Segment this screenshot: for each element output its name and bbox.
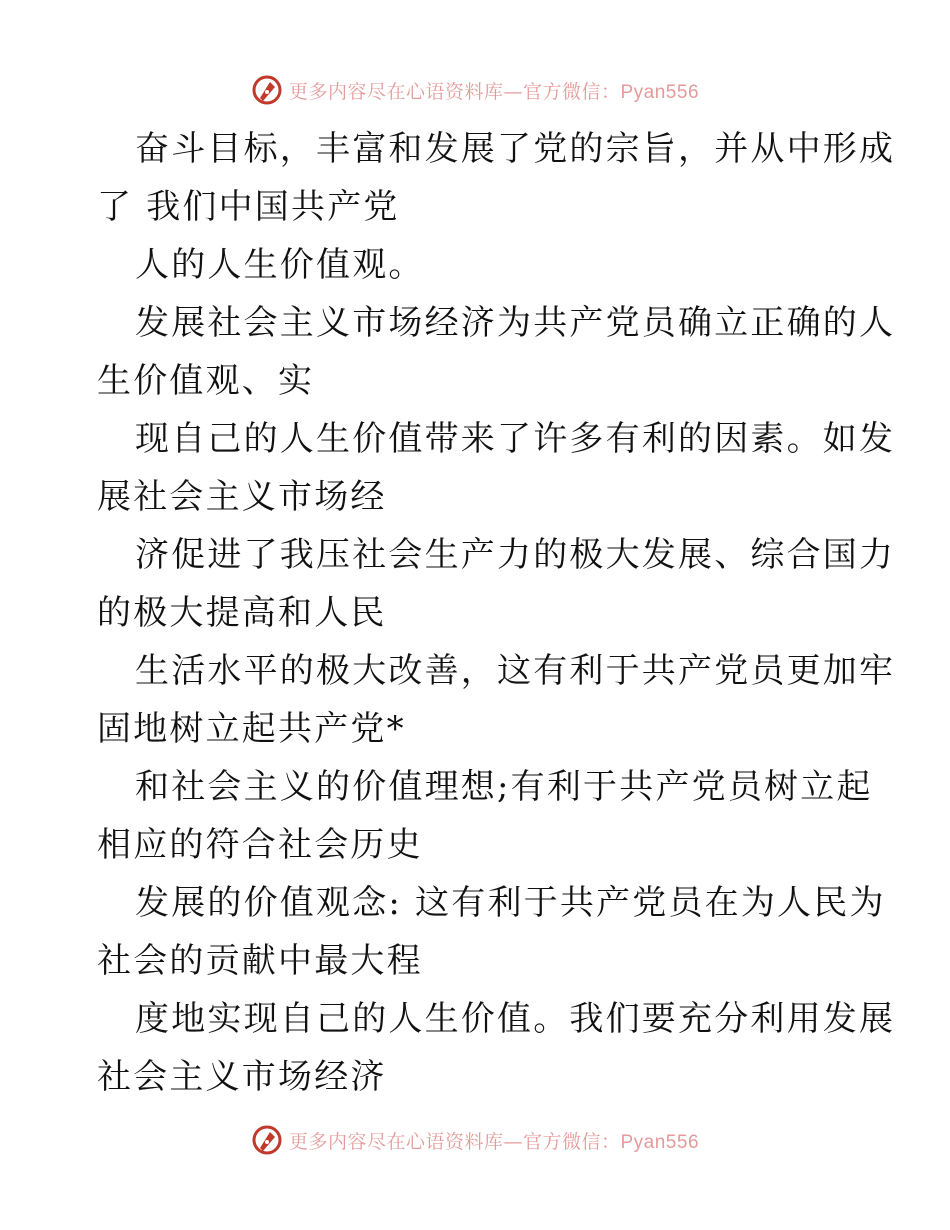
header-banner [0, 70, 950, 110]
text-line: 现自己的人生价值带来了许多有利的因素。如发 [135, 419, 896, 459]
text-line: 和社会主义的价值理想;有利于共产党员树立起 [135, 767, 873, 807]
pen-nib-logo-icon [251, 1124, 283, 1156]
text-line: 奋斗目标，丰富和发展了党的宗旨，并从中形成 [135, 129, 896, 169]
text-line: 社会的贡献中最大程 [97, 941, 423, 981]
footer-label: 更多内容尽在心语资料库—官方微信： [288, 1130, 621, 1153]
text-line: 人的人生价值观。 [135, 245, 425, 285]
footer-banner [0, 1120, 950, 1160]
text-line: 发展社会主义市场经济为共产党员确立正确的人 [135, 303, 896, 343]
text-line: 的极大提高和人民 [97, 593, 387, 633]
text-line: 社会主义市场经济 [97, 1057, 387, 1097]
footer-text [289, 1127, 699, 1154]
text-line: 固地树立起共产党* [97, 709, 406, 749]
document-body [97, 120, 896, 1106]
text-line: 发展的价值观念: 这有利于共产党员在为人民为 [135, 883, 886, 923]
footer-wechat-id: Pyan556 [620, 1131, 700, 1153]
text-line: 生活水平的极大改善，这有利于共产党员更加牢 [135, 651, 896, 691]
text-line: 度地实现自己的人生价值。我们要充分利用发展 [135, 999, 896, 1039]
text-line: 生价值观、实 [97, 361, 315, 401]
text-line: 济促进了我压社会生产力的极大发展、综合国力 [135, 535, 896, 575]
text-line: 展社会主义市场经 [97, 477, 387, 517]
header-text [289, 77, 699, 104]
text-line: 相应的符合社会历史 [97, 825, 423, 865]
text-line: 了 我们中国共产党 [97, 187, 400, 227]
pen-nib-logo-icon [251, 74, 283, 106]
header-label: 更多内容尽在心语资料库—官方微信： [288, 80, 621, 103]
header-wechat-id: Pyan556 [620, 81, 700, 103]
